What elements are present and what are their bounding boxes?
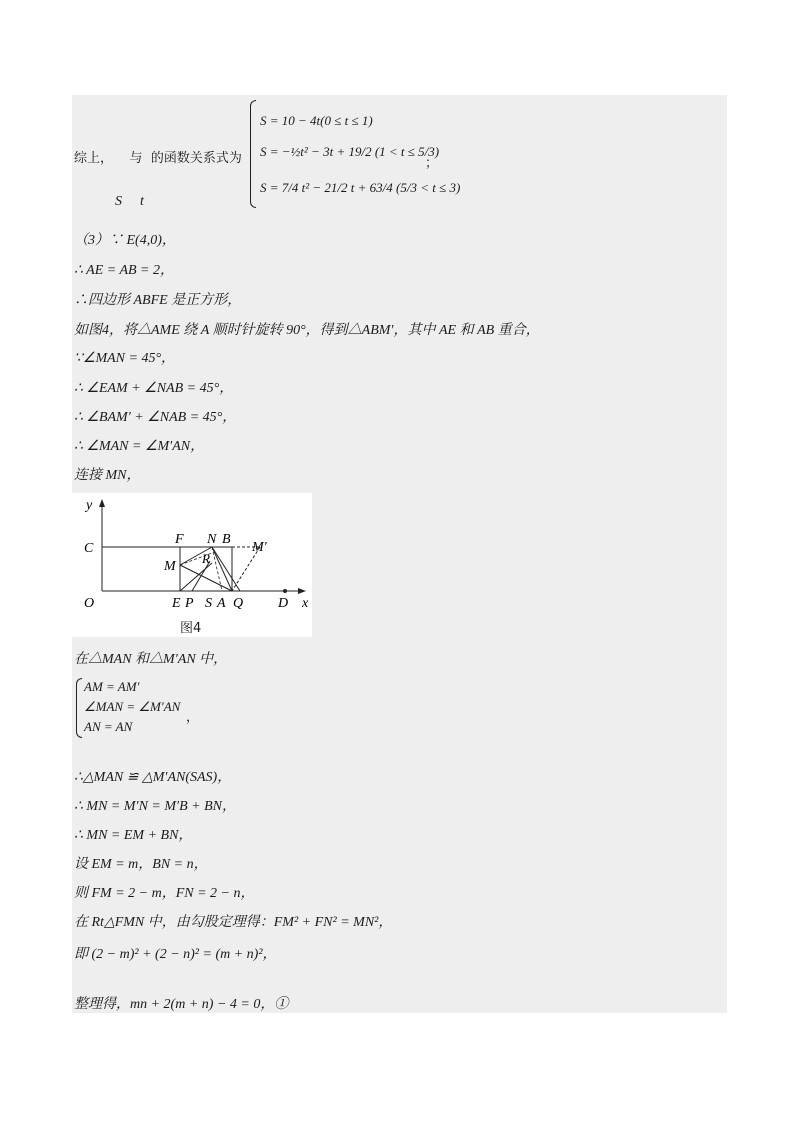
label-c: C: [84, 541, 94, 556]
figure-caption: 图4: [180, 621, 202, 636]
piece-1: S = 10 − 4t(0 ≤ t ≤ 1): [260, 113, 373, 128]
line-mn-sum: ∴ MN = EM + BN，: [74, 828, 193, 843]
line-let: 设 EM = m，BN = n，: [74, 857, 208, 872]
var-t: t: [140, 194, 144, 209]
label-f: F: [175, 532, 184, 547]
figure-4-diagram: [72, 493, 312, 637]
line-mn-equal: ∴ MN = M′N = M′B + BN，: [74, 799, 236, 814]
label-n: N: [207, 532, 217, 547]
segment-na: [212, 547, 232, 591]
line-congruent: ∴△MAN ≌ △M′AN(SAS)，: [74, 770, 232, 785]
system-eq-3: AN = AN: [84, 719, 133, 734]
line-simplify: 整理得，mn + 2(m + n) − 4 = 0，①: [74, 997, 289, 1012]
line-e-coord: （3）∵ E(4,0)，: [74, 233, 176, 248]
segment-nq: [212, 547, 240, 591]
label-m-prime: M′: [252, 540, 267, 555]
label-e: E: [172, 596, 181, 611]
line-triangles: 在△MAN 和△M′AN 中，: [74, 652, 228, 667]
system-end: ，: [186, 709, 200, 724]
label-b: B: [222, 532, 231, 547]
label-x: x: [302, 596, 309, 611]
piecewise-brace: [250, 100, 256, 208]
line-pythagoras: 在 Rt△FMN 中，由勾股定理得：FM² + FN² = MN²，: [74, 915, 393, 930]
line-then: 则 FM = 2 − m，FN = 2 − n，: [74, 886, 255, 901]
label-s: S: [205, 596, 212, 611]
label-q: Q: [233, 596, 244, 611]
label-p: P: [185, 596, 194, 611]
line-connect-mn: 连接 MN，: [74, 468, 141, 483]
line-equation: 即 (2 − m)² + (2 − n)² = (m + n)²，: [74, 947, 277, 962]
piecewise-end: ；: [425, 155, 439, 170]
piece-3: S = 7/4 t² − 21/2 t + 63/4 (5/3 < t ≤ 3): [260, 180, 461, 195]
system-eq-2: ∠MAN = ∠M′AN: [84, 699, 181, 714]
label-d: D: [278, 596, 289, 611]
piece-2: S = −½t² − 3t + 19/2 (1 < t ≤ 5/3): [260, 144, 440, 159]
label-o: O: [84, 596, 95, 611]
line-ae-ab: ∴ AE = AB = 2，: [74, 263, 175, 278]
point-d: [283, 589, 287, 593]
line-angle-sum1: ∴ ∠EAM + ∠NAB = 45°，: [74, 381, 234, 396]
system-eq-1: AM = AM′: [84, 679, 140, 694]
label-m: M: [164, 559, 176, 574]
line-angle-sum2: ∴ ∠BAM′ + ∠NAB = 45°，: [74, 410, 237, 425]
y-arrow-icon: [99, 499, 105, 507]
label-r: R: [202, 551, 210, 566]
line-angle-equal: ∴ ∠MAN = ∠M′AN，: [74, 439, 205, 454]
line-rotation: 如图4，将△AME 绕 A 顺时针旋转 90°，得到△ABM′，其中 AE 和 AB 重合，: [74, 323, 540, 338]
label-y: y: [86, 498, 93, 513]
line-square: ∴四边形 ABFE 是正方形，: [74, 293, 242, 308]
system-brace: [76, 678, 82, 738]
var-S: S: [115, 194, 122, 209]
dashed-ns: [212, 547, 222, 591]
figure-4: [72, 493, 312, 637]
summary-prefix: 综上， 与 的函数关系式为: [74, 151, 242, 166]
line-angle-man: ∵∠MAN = 45°，: [74, 351, 176, 366]
label-a: A: [217, 596, 226, 611]
x-arrow-icon: [298, 588, 306, 594]
